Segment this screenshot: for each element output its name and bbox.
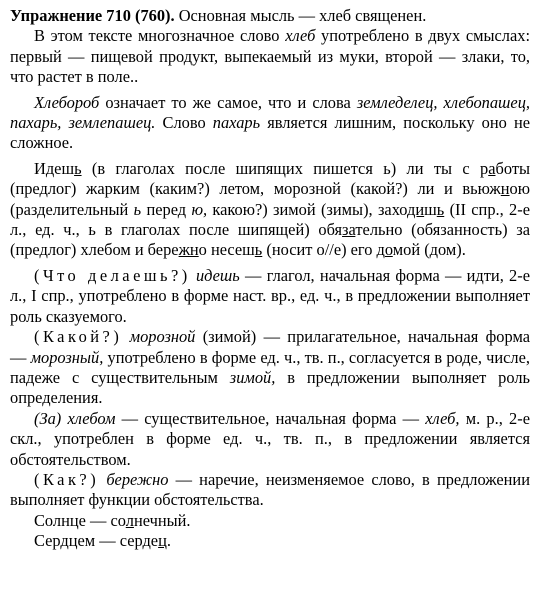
p8-text-a: Солнце — со bbox=[34, 510, 126, 530]
p2-text-c: является лишним, поскольку оно не сложное. bbox=[10, 113, 531, 153]
p3-t2: (в глаголах после шипящих пишется ь) ли ты с р bbox=[81, 158, 489, 178]
p3-t6u: ди bbox=[407, 199, 425, 219]
p7-text: — наречие, неизменяемое слово, в предложении выполняет функции обстоятельства. bbox=[10, 469, 530, 510]
p7-question: (Как?) bbox=[34, 469, 100, 489]
exercise-heading bbox=[10, 6, 530, 26]
p3-t7: ш bbox=[424, 199, 437, 219]
p9-text-a: Сердцем — серде bbox=[34, 531, 159, 551]
p3-t12: мой (дом). bbox=[392, 240, 466, 260]
p2-text-a: означает то же самое, что и слова bbox=[99, 92, 357, 112]
paragraph-parse-noun bbox=[10, 409, 530, 470]
p3-t3u: н bbox=[500, 179, 510, 199]
p5-text-c: в предложении выполняет роль определения. bbox=[10, 367, 530, 408]
paragraph-parse-verb bbox=[10, 266, 530, 327]
p2-word-list: земледелец, хлебопашец, пахарь, землепашец. bbox=[10, 92, 530, 133]
p5-word-moroznoy: морозной bbox=[122, 327, 196, 347]
p3-t2u: а bbox=[488, 158, 496, 178]
paragraph-parse-adverb bbox=[10, 470, 530, 511]
p3-t9: тельно (обязанность) за (предлог) хлебом и бере bbox=[10, 220, 530, 260]
p4-word-idesh: идешь bbox=[190, 265, 240, 285]
exercise-title: Упражнение 710 (760). bbox=[10, 6, 175, 25]
p3-t1u: ь bbox=[74, 158, 82, 178]
p3-t4: ою (разделительный bbox=[10, 179, 530, 219]
paragraph-solnce bbox=[10, 511, 530, 531]
main-idea: Основная мысль — хлеб священен. bbox=[174, 6, 427, 25]
p6-text-a: — существительное, начальная форма — bbox=[115, 408, 426, 428]
paragraph-synonyms bbox=[10, 93, 530, 154]
p3-t10: о несеш bbox=[198, 240, 255, 260]
p6-word-khleb: хлеб, bbox=[425, 408, 460, 428]
p5-word-zimoy: зимой, bbox=[229, 367, 276, 387]
p9-text-b: . bbox=[166, 531, 171, 551]
p3-t1: Идеш bbox=[34, 158, 75, 178]
p5-text-b: употреблено в форме ед. ч., тв. п., согласуется в роде, числе, падеже с существительным bbox=[10, 347, 530, 387]
p2-word-pakhar: пахарь bbox=[212, 113, 261, 133]
p6-word-khlebom: (За) хлебом bbox=[34, 408, 116, 428]
p2-word-khleborob: Хлебороб bbox=[34, 92, 100, 112]
p3-t3: боты (предлог) жарким (каким?) летом, морозной (какой?) ли и вьюж bbox=[10, 158, 530, 199]
p3-t5: перед bbox=[141, 199, 192, 219]
p8-text-b: нечный. bbox=[133, 510, 191, 530]
p5-question: (Какой?) bbox=[34, 327, 123, 347]
p3-t9u: жн bbox=[178, 240, 199, 260]
p3-t11u: о bbox=[384, 240, 393, 260]
paragraph-word-meaning bbox=[10, 26, 530, 87]
p5-text-a: (зимой) — прилагательное, начальная форма — bbox=[10, 327, 530, 367]
p3-t5i: ю, bbox=[191, 199, 208, 219]
exercise-text bbox=[10, 6, 530, 552]
p6-text-b: м. р., 2-е скл., употреблен в форме ед. ч., тв. п., в предложении является обстоятельством. bbox=[10, 408, 530, 469]
p1-text-b: употреблено в двух смыслах: первый — пищевой продукт, выпекаемый из муки, второй — злаки, то, что растет в поле.. bbox=[10, 26, 530, 87]
p3-t7u: ь bbox=[436, 199, 445, 219]
p5-word-morozny: морозный, bbox=[30, 347, 104, 367]
paragraph-serdce bbox=[10, 531, 530, 551]
p3-t10u: ь bbox=[254, 240, 263, 260]
p4-question: (Что делаешь?) bbox=[34, 265, 191, 285]
p7-word-berezhno: бережно bbox=[99, 469, 169, 489]
paragraph-dictation bbox=[10, 159, 530, 261]
p9-underlined: ц bbox=[158, 531, 167, 551]
p3-t11: (носит о//е) его д bbox=[262, 240, 385, 260]
p1-word-khleb: хлеб bbox=[285, 26, 316, 46]
p3-t4i1: ь bbox=[133, 199, 142, 219]
p3-t8u: за bbox=[342, 220, 356, 240]
p3-t6: какою?) зимой (зимы), захо bbox=[207, 199, 407, 219]
paragraph-parse-adjective bbox=[10, 327, 530, 409]
p8-underlined: л bbox=[125, 510, 134, 530]
p3-t8: (II спр., 2-е л., ед. ч., ь в глаголах после шипящей) обя bbox=[10, 199, 530, 240]
p4-text: — глагол, начальная форма — идти, 2-е л., I спр., употреблено в форме наст. вр., ед. ч., в предложении выполняет роль сказуемого. bbox=[10, 265, 530, 326]
p2-text-b: Слово bbox=[155, 113, 213, 133]
p1-text-a: В этом тексте многозначное слово bbox=[34, 26, 286, 46]
